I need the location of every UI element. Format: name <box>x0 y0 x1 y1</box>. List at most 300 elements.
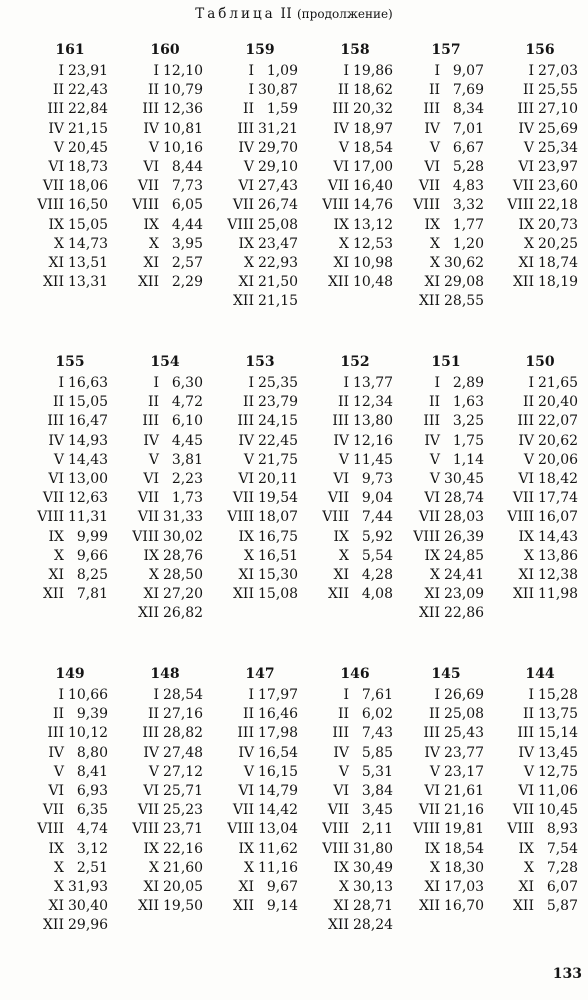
day-value: 30,45 <box>444 470 485 487</box>
page-number: 133 <box>552 966 582 982</box>
day-value: 1,59 <box>266 101 298 118</box>
day-value: 18,74 <box>538 254 579 271</box>
day-value: 12,34 <box>353 394 394 411</box>
month-numeral: X <box>54 859 64 876</box>
month-numeral: III <box>517 101 534 118</box>
table-row <box>113 177 207 196</box>
day-value: 30,40 <box>68 898 109 915</box>
month-numeral: I <box>153 63 159 79</box>
month-numeral: II <box>522 706 534 723</box>
month-numeral: II <box>522 394 534 411</box>
table-row <box>303 62 397 81</box>
month-numeral: XI <box>333 566 349 583</box>
month-numeral: III <box>47 413 64 430</box>
month-numeral: VIII <box>227 509 254 526</box>
day-value: 16,46 <box>258 706 299 723</box>
month-numeral: VIII <box>322 821 349 838</box>
day-value: 5,28 <box>452 158 484 175</box>
month-numeral: I <box>528 375 534 391</box>
month-numeral: XII <box>512 274 534 291</box>
day-value: 2,29 <box>171 274 203 291</box>
day-value: 6,05 <box>171 197 203 214</box>
day-value: 4,45 <box>171 432 203 449</box>
table-row <box>488 801 582 820</box>
table-row <box>208 292 302 311</box>
day-value: 5,87 <box>546 898 578 915</box>
month-numeral: IV <box>518 432 534 449</box>
table-row <box>394 566 488 585</box>
table-row <box>488 235 582 254</box>
day-value: 6,30 <box>171 375 203 391</box>
day-value: 3,12 <box>76 840 108 857</box>
month-numeral: XII <box>327 917 349 934</box>
day-value: 10,16 <box>163 139 204 156</box>
month-numeral: V <box>53 763 64 780</box>
day-value: 5,31 <box>361 763 393 780</box>
table-row <box>488 177 582 196</box>
month-numeral: II <box>337 82 349 99</box>
day-value: 13,86 <box>538 547 579 564</box>
day-value: 25,43 <box>444 725 485 742</box>
table-row <box>394 705 488 724</box>
month-numeral: VI <box>143 782 159 799</box>
day-value: 31,21 <box>258 120 299 137</box>
day-value: 26,39 <box>444 528 485 545</box>
day-value: 25,55 <box>538 82 579 99</box>
table-id: II <box>280 6 293 22</box>
month-numeral: XII <box>42 586 64 603</box>
day-value: 19,50 <box>163 898 204 915</box>
month-numeral: III <box>47 101 64 118</box>
table-row <box>208 139 302 158</box>
table-row <box>488 547 582 566</box>
table-column <box>113 662 207 916</box>
table-row <box>208 820 302 839</box>
day-value: 14,43 <box>538 528 579 545</box>
month-numeral: III <box>332 725 349 742</box>
month-numeral: VI <box>48 782 64 799</box>
day-value: 14,43 <box>68 451 109 468</box>
table-row <box>113 705 207 724</box>
month-numeral: IX <box>333 216 349 233</box>
day-value: 28,03 <box>444 509 485 526</box>
day-value: 7,43 <box>361 725 393 742</box>
month-numeral: VIII <box>132 197 159 214</box>
month-numeral: VII <box>327 178 349 195</box>
month-numeral: II <box>428 706 440 723</box>
day-value: 7,01 <box>452 120 484 137</box>
day-value: 4,28 <box>361 566 393 583</box>
month-numeral: IX <box>333 528 349 545</box>
month-numeral: IV <box>424 432 440 449</box>
table-row <box>394 878 488 897</box>
day-value: 12,75 <box>538 763 579 780</box>
table-row <box>394 120 488 139</box>
month-numeral: VIII <box>507 821 534 838</box>
month-numeral: III <box>237 120 254 137</box>
month-numeral: IX <box>143 216 159 233</box>
month-numeral: IX <box>143 547 159 564</box>
table-row <box>18 547 112 566</box>
day-value: 20,11 <box>258 470 299 487</box>
table-row <box>488 566 582 585</box>
month-numeral: XII <box>42 917 64 934</box>
day-value: 15,08 <box>258 586 299 603</box>
table-row <box>113 470 207 489</box>
day-value: 17,98 <box>258 725 299 742</box>
table-row <box>113 412 207 431</box>
table-row <box>18 705 112 724</box>
day-value: 21,60 <box>163 859 204 876</box>
table-row <box>394 782 488 801</box>
month-numeral: II <box>52 706 64 723</box>
table-row <box>488 62 582 81</box>
table-row <box>488 393 582 412</box>
table-row <box>113 566 207 585</box>
day-value: 11,31 <box>68 509 109 526</box>
month-numeral: II <box>428 394 440 411</box>
table-row <box>113 585 207 604</box>
day-value: 19,81 <box>444 821 485 838</box>
day-value: 28,50 <box>163 566 204 583</box>
table-row <box>113 120 207 139</box>
table-row <box>394 470 488 489</box>
day-value: 23,09 <box>444 586 485 603</box>
day-value: 21,16 <box>444 802 485 819</box>
day-value: 6,02 <box>361 706 393 723</box>
month-numeral: XII <box>137 274 159 291</box>
day-value: 11,06 <box>538 782 579 799</box>
column-number: 153 <box>245 354 275 370</box>
table-row <box>303 235 397 254</box>
day-value: 10,66 <box>68 687 109 703</box>
day-value: 16,51 <box>258 547 299 564</box>
day-value: 13,00 <box>68 470 109 487</box>
month-numeral: IV <box>143 432 159 449</box>
month-numeral: VI <box>333 158 349 175</box>
table-row <box>394 292 488 311</box>
table-row <box>394 724 488 743</box>
month-numeral: VI <box>48 470 64 487</box>
month-numeral: XII <box>42 274 64 291</box>
table-column <box>488 662 582 916</box>
table-row <box>394 196 488 215</box>
table-row <box>303 763 397 782</box>
month-numeral: VI <box>48 158 64 175</box>
month-numeral: IV <box>424 120 440 137</box>
table-row <box>208 547 302 566</box>
table-row <box>208 100 302 119</box>
day-value: 20,25 <box>538 235 579 252</box>
day-value: 9,04 <box>361 490 393 507</box>
day-value: 12,53 <box>353 235 394 252</box>
day-value: 23,17 <box>444 763 485 780</box>
table-row <box>113 489 207 508</box>
table-row <box>394 235 488 254</box>
day-value: 16,50 <box>68 197 109 214</box>
table-row <box>488 100 582 119</box>
day-value: 17,03 <box>444 878 485 895</box>
day-value: 1,63 <box>452 394 484 411</box>
month-numeral: III <box>517 725 534 742</box>
table-row <box>488 859 582 878</box>
month-numeral: IV <box>333 744 349 761</box>
day-value: 28,71 <box>353 898 394 915</box>
day-value: 18,54 <box>444 840 485 857</box>
table-row <box>394 100 488 119</box>
month-numeral: V <box>523 139 534 156</box>
month-numeral: VI <box>143 158 159 175</box>
month-numeral: V <box>338 763 349 780</box>
table-row <box>303 897 397 916</box>
day-value: 15,05 <box>68 216 109 233</box>
day-value: 2,23 <box>171 470 203 487</box>
month-numeral: II <box>337 394 349 411</box>
table-row <box>394 585 488 604</box>
table-row <box>488 763 582 782</box>
month-numeral: II <box>522 82 534 99</box>
day-value: 7,44 <box>361 509 393 526</box>
day-value: 11,45 <box>353 451 394 468</box>
day-value: 6,35 <box>76 802 108 819</box>
table-row <box>394 686 488 705</box>
table-row <box>394 801 488 820</box>
column-number: 150 <box>525 354 555 370</box>
table-row <box>303 120 397 139</box>
day-value: 4,74 <box>76 821 108 838</box>
day-value: 2,11 <box>361 821 393 838</box>
month-numeral: I <box>248 82 254 99</box>
month-numeral: V <box>148 139 159 156</box>
day-value: 23,71 <box>163 821 204 838</box>
table-row <box>113 820 207 839</box>
table-row <box>18 374 112 393</box>
table-row <box>18 566 112 585</box>
table-row <box>394 451 488 470</box>
table-row <box>303 801 397 820</box>
month-numeral: VIII <box>507 509 534 526</box>
table-row <box>303 782 397 801</box>
table-row <box>303 196 397 215</box>
table-row <box>18 820 112 839</box>
table-row <box>208 801 302 820</box>
table-row <box>488 508 582 527</box>
month-numeral: I <box>528 687 534 703</box>
table-row <box>488 81 582 100</box>
table-row <box>208 374 302 393</box>
day-value: 16,54 <box>258 744 299 761</box>
day-value: 3,32 <box>452 197 484 214</box>
day-value: 7,61 <box>361 687 393 703</box>
month-numeral: XI <box>333 898 349 915</box>
month-numeral: VII <box>512 490 534 507</box>
day-value: 9,66 <box>76 547 108 564</box>
month-numeral: VIII <box>413 528 440 545</box>
day-value: 1,09 <box>266 63 298 79</box>
table-row <box>394 273 488 292</box>
table-row <box>208 470 302 489</box>
month-numeral: V <box>523 451 534 468</box>
day-value: 14,73 <box>68 235 109 252</box>
month-numeral: IX <box>518 840 534 857</box>
table-row <box>18 763 112 782</box>
column-number: 151 <box>431 354 461 370</box>
day-value: 16,47 <box>68 413 109 430</box>
day-value: 18,42 <box>538 470 579 487</box>
month-numeral: VII <box>137 802 159 819</box>
day-value: 11,16 <box>258 859 299 876</box>
month-numeral: X <box>430 235 440 252</box>
table-row <box>18 782 112 801</box>
month-numeral: IV <box>48 744 64 761</box>
day-value: 8,25 <box>76 566 108 583</box>
column-number: 149 <box>55 666 85 682</box>
table-row <box>208 744 302 763</box>
day-value: 1,73 <box>171 490 203 507</box>
table-row <box>303 547 397 566</box>
month-numeral: IV <box>333 120 349 137</box>
month-numeral: I <box>528 63 534 79</box>
table-column <box>303 350 397 604</box>
table-row <box>394 393 488 412</box>
table-row <box>18 528 112 547</box>
day-value: 8,44 <box>171 158 203 175</box>
day-value: 14,76 <box>353 197 394 214</box>
column-number: 161 <box>55 42 85 58</box>
day-value: 8,34 <box>452 101 484 118</box>
day-value: 13,31 <box>68 274 109 291</box>
table-row <box>113 604 207 623</box>
day-value: 16,70 <box>444 898 485 915</box>
table-row <box>208 62 302 81</box>
month-numeral: IV <box>238 432 254 449</box>
month-numeral: III <box>142 413 159 430</box>
month-numeral: XI <box>518 254 534 271</box>
table-row <box>18 100 112 119</box>
month-numeral: XI <box>143 878 159 895</box>
table-row <box>303 489 397 508</box>
day-value: 29,10 <box>258 158 299 175</box>
table-column <box>18 38 112 292</box>
month-numeral: VI <box>518 470 534 487</box>
table-row <box>488 489 582 508</box>
month-numeral: VI <box>518 158 534 175</box>
table-row <box>303 216 397 235</box>
table-row <box>113 139 207 158</box>
day-value: 3,81 <box>171 451 203 468</box>
table-row <box>18 686 112 705</box>
day-value: 15,30 <box>258 566 299 583</box>
table-column <box>208 662 302 916</box>
table-row <box>303 100 397 119</box>
table-row <box>18 216 112 235</box>
month-numeral: X <box>244 859 254 876</box>
day-value: 9,73 <box>361 470 393 487</box>
day-value: 20,32 <box>353 101 394 118</box>
table-row <box>208 859 302 878</box>
month-numeral: VIII <box>37 509 64 526</box>
month-numeral: VI <box>238 178 254 195</box>
table-row <box>113 801 207 820</box>
table-row <box>208 451 302 470</box>
day-value: 10,79 <box>163 82 204 99</box>
month-numeral: V <box>338 451 349 468</box>
table-row <box>208 686 302 705</box>
month-numeral: VII <box>418 802 440 819</box>
table-row <box>113 547 207 566</box>
table-row <box>18 139 112 158</box>
month-numeral: VI <box>424 158 440 175</box>
month-numeral: III <box>142 725 159 742</box>
table-row <box>18 412 112 431</box>
day-value: 31,33 <box>163 509 204 526</box>
table-column <box>208 38 302 311</box>
month-numeral: X <box>54 547 64 564</box>
table-row <box>394 763 488 782</box>
month-numeral: XII <box>137 605 159 622</box>
day-value: 23,91 <box>68 63 109 79</box>
day-value: 29,96 <box>68 917 109 934</box>
table-row <box>303 374 397 393</box>
table-row <box>488 705 582 724</box>
day-value: 5,85 <box>361 744 393 761</box>
day-value: 13,04 <box>258 821 299 838</box>
day-value: 8,80 <box>76 744 108 761</box>
day-value: 7,73 <box>171 178 203 195</box>
table-row <box>394 139 488 158</box>
table-row <box>18 235 112 254</box>
table-row <box>18 840 112 859</box>
month-numeral: VII <box>42 490 64 507</box>
page-title <box>0 6 588 22</box>
table-row <box>113 374 207 393</box>
month-numeral: XII <box>232 898 254 915</box>
table-row <box>303 878 397 897</box>
table-row <box>208 196 302 215</box>
column-number: 146 <box>340 666 370 682</box>
table-row <box>394 897 488 916</box>
day-value: 23,77 <box>444 744 485 761</box>
month-numeral: XI <box>143 254 159 271</box>
day-value: 10,45 <box>538 802 579 819</box>
day-value: 25,35 <box>258 375 299 391</box>
day-value: 17,74 <box>538 490 579 507</box>
table-row <box>18 470 112 489</box>
table-row <box>394 432 488 451</box>
month-numeral: V <box>243 763 254 780</box>
day-value: 16,75 <box>258 528 299 545</box>
month-numeral: XII <box>232 586 254 603</box>
day-value: 15,28 <box>538 687 579 703</box>
table-row <box>303 139 397 158</box>
month-numeral: X <box>244 254 254 271</box>
table-row <box>394 604 488 623</box>
table-row <box>18 273 112 292</box>
table-row <box>394 216 488 235</box>
day-value: 5,54 <box>361 547 393 564</box>
table-column <box>488 350 582 604</box>
table-row <box>303 470 397 489</box>
month-numeral: II <box>428 82 440 99</box>
table-row <box>488 120 582 139</box>
table-row <box>394 547 488 566</box>
table-row <box>208 432 302 451</box>
table-row <box>394 254 488 273</box>
day-value: 28,82 <box>163 725 204 742</box>
day-value: 9,07 <box>452 63 484 79</box>
table-row <box>208 489 302 508</box>
table-row <box>18 81 112 100</box>
